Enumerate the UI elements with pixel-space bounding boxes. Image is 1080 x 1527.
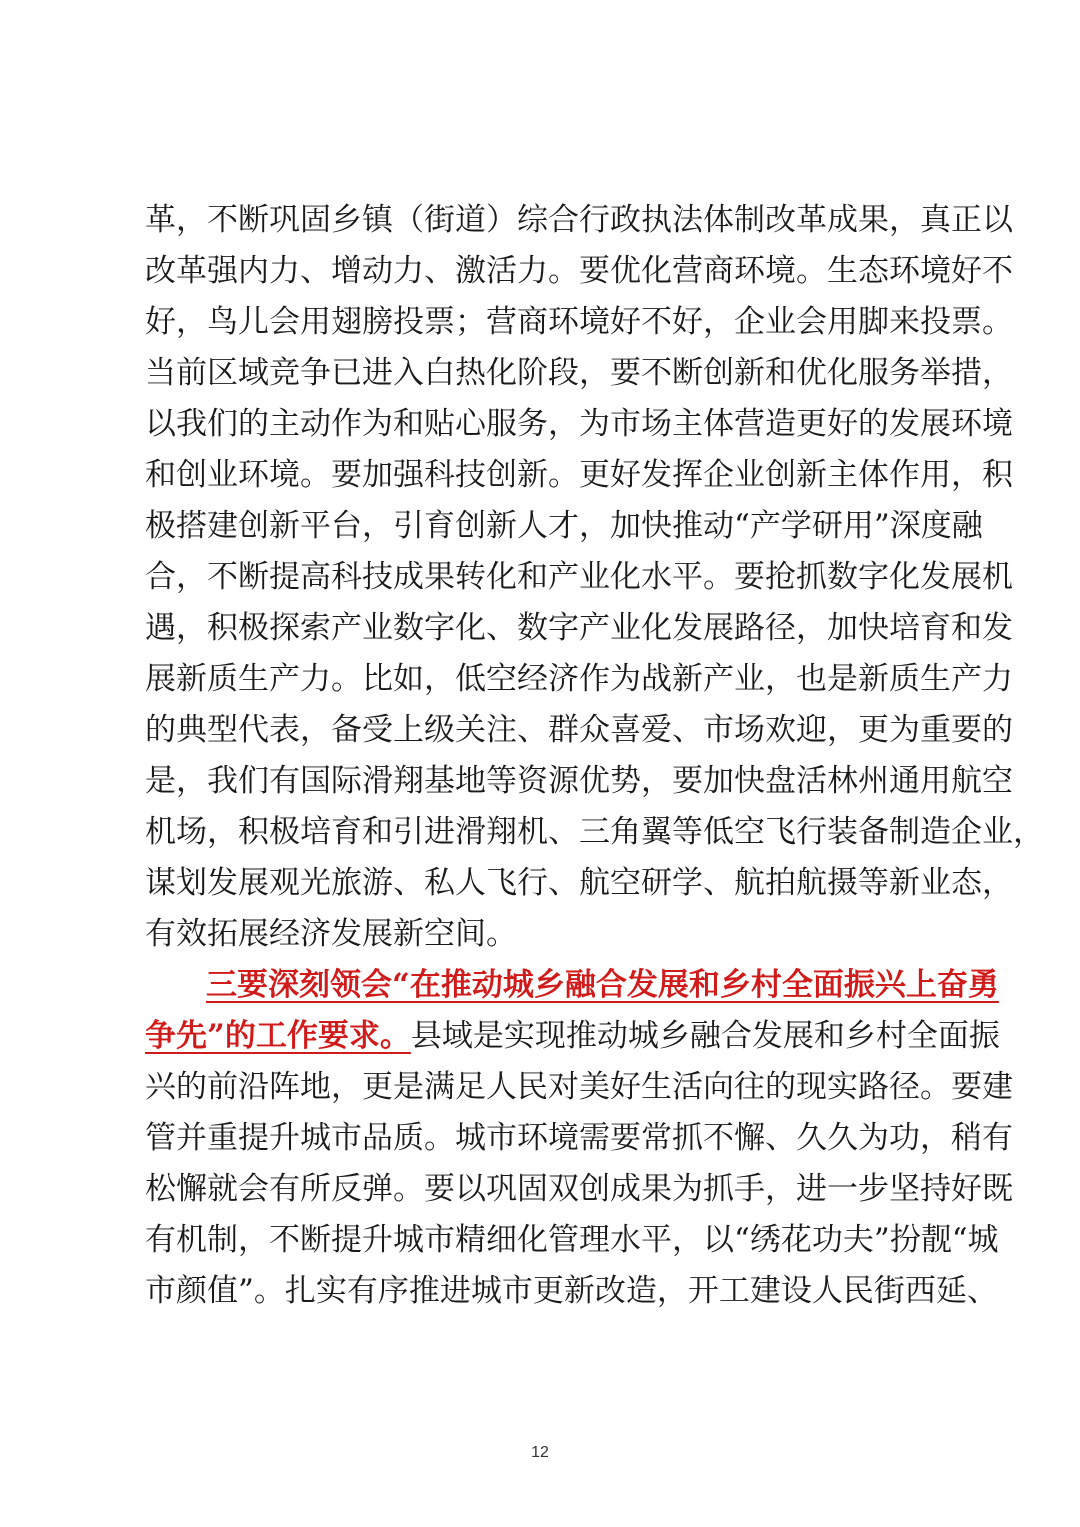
page-number: 12 — [531, 1444, 549, 1461]
section-heading: 三要深刻领会“在推动城乡融合发展和乡村全面振兴上奋勇 — [206, 967, 999, 1003]
text-line: 革，不断巩固乡镇（街道）综合行政执法体制改革成果，真正以 — [145, 202, 1013, 238]
text-line: 的典型代表，备受上级关注、群众喜爱、市场欢迎，更为重要的 — [145, 712, 1013, 748]
text-line: 遇，积极探索产业数字化、数字产业化发展路径，加快培育和发 — [145, 610, 1013, 646]
text-line: 改革强内力、增动力、激活力。要优化营商环境。生态环境好不 — [145, 253, 1013, 289]
text-line: 兴的前沿阵地，更是满足人民对美好生活向往的现实路径。要建 — [145, 1069, 1013, 1105]
text-line: 机场，积极培育和引进滑翔机、三角翼等低空飞行装备制造企业， — [145, 814, 1044, 850]
text-line: 谋划发展观光旅游、私人飞行、航空研学、航拍航摄等新业态， — [145, 865, 1013, 901]
text-line: 是，我们有国际滑翔基地等资源优势，要加快盘活林州通用航空 — [145, 763, 1013, 799]
text-line: 有机制，不断提升城市精细化管理水平，以“绣花功夫”扮靓“城 — [145, 1222, 999, 1258]
text-line: 极搭建创新平台，引育创新人才，加快推动“产学研用”深度融 — [145, 508, 983, 544]
text-line: 和创业环境。要加强科技创新。更好发挥企业创新主体作用，积 — [145, 457, 1013, 493]
text-line: 有效拓展经济发展新空间。 — [145, 916, 517, 952]
section-heading-end: 争先”的工作要求。 — [145, 1018, 411, 1054]
text-line: 市颜值”。扎实有序推进城市更新改造，开工建设人民街西延、 — [145, 1273, 998, 1309]
text-segment: 县域是实现推动城乡融合发展和乡村全面振 — [410, 1018, 1000, 1054]
text-line: 以我们的主动作为和贴心服务，为市场主体营造更好的发展环境 — [145, 406, 1013, 442]
text-line: 当前区域竞争已进入白热化阶段，要不断创新和优化服务举措， — [145, 355, 1013, 391]
text-line: 松懈就会有所反弹。要以巩固双创成果为抓手，进一步坚持好既 — [145, 1171, 1013, 1207]
text-line: 合，不断提高科技成果转化和产业化水平。要抢抓数字化发展机 — [145, 559, 1013, 595]
text-line: 好，鸟儿会用翅膀投票；营商环境好不好，企业会用脚来投票。 — [145, 304, 1013, 340]
heading-continuation-line — [145, 1010, 1000, 1062]
text-line: 展新质生产力。比如，低空经济作为战新产业，也是新质生产力 — [145, 661, 1013, 697]
text-line: 管并重提升城市品质。城市环境需要常抓不懈、久久为功，稍有 — [145, 1120, 1013, 1156]
